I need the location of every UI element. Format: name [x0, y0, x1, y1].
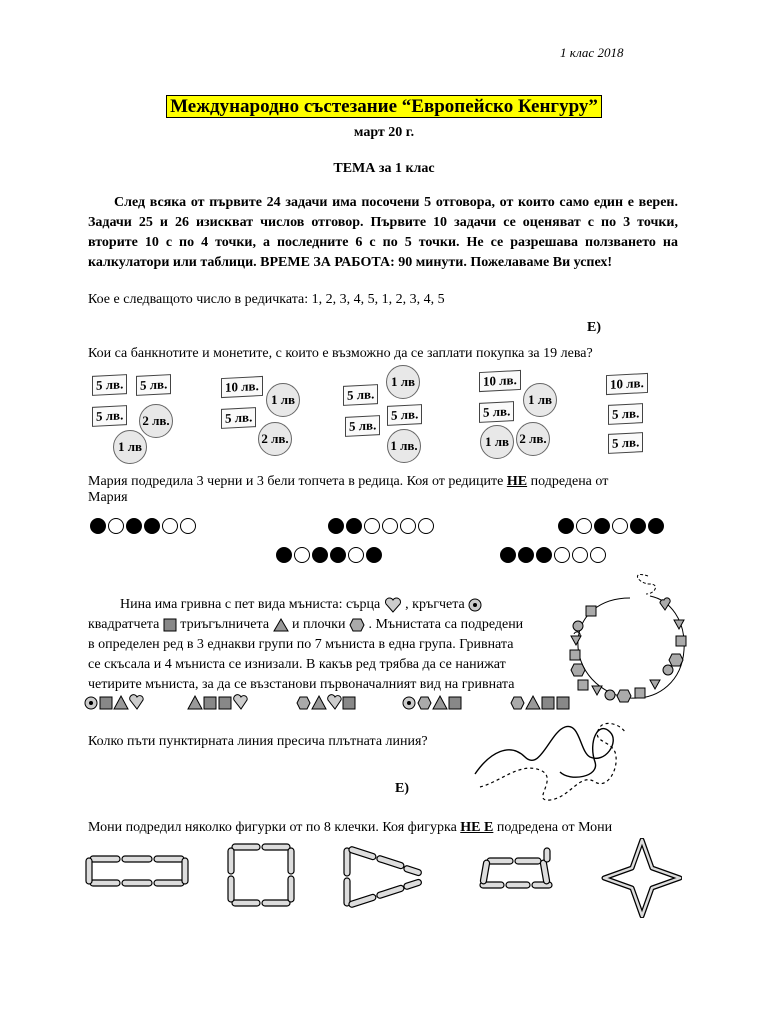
question-4-line-2: квадратчета триъгълничета и плочки . Мънистата са подредени: [88, 617, 524, 632]
question-1-option-e: E): [587, 320, 601, 335]
black-ball: [536, 547, 552, 563]
question-4-line-5: четирите мъниста, за да се възстанови първоначалният вид на гривната: [88, 677, 515, 692]
square-bead-icon: [163, 618, 177, 632]
bead-option-c: [297, 695, 355, 709]
black-ball: [346, 518, 362, 534]
crossing-lines-illustration: [470, 712, 630, 812]
page-title: Международно състезание “Европейско Кенгуру”: [0, 96, 768, 118]
black-ball: [90, 518, 106, 534]
bead-option-b: [188, 695, 247, 709]
question-5-text: Колко пъти пунктирната линия пресича плътната линия?: [88, 734, 428, 749]
banknote: 10 лв.: [606, 373, 648, 395]
black-ball: [500, 547, 516, 563]
banknote: 10 лв.: [221, 376, 263, 398]
coin: 1 лв: [113, 430, 147, 464]
ball-row: [276, 547, 384, 563]
stick-figure-d: [480, 848, 552, 888]
coin: 2 лв.: [258, 422, 292, 456]
banknote: 5 лв.: [92, 374, 127, 396]
instructions-paragraph: След всяка от първите 24 задачи има посочени 5 отговора, от които само един е верен. Задачи 25 и 26 изискват числов отговор. Първите 10 задачи се оценяват с по 3 точки, вторите 10 с по 4 точки, а последните 6 с по 5 точки. Не се разрешава ползването на калкулатори или таблици. ВРЕМЕ ЗА РАБОТА: 90 минути. Пожелаваме Ви успех!: [88, 195, 678, 270]
question-1-text: Кое е следващото число в редичката: 1, 2, 3, 4, 5, 1, 2, 3, 4, 5: [88, 292, 445, 307]
banknote: 5 лв.: [479, 401, 514, 423]
white-ball: [382, 518, 398, 534]
coin: 1 лв: [386, 365, 420, 399]
banknote: 5 лв.: [92, 405, 127, 427]
banknote: 5 лв.: [387, 404, 422, 426]
banknote: 5 лв.: [608, 403, 643, 425]
stick-figures: [82, 838, 682, 918]
black-ball: [328, 518, 344, 534]
question-3-text: Мария подредила 3 черни и 3 бели топчета в редица. Коя от редиците НЕ подредена от Мария: [88, 474, 609, 505]
hexagon-bead-icon: [349, 618, 365, 632]
question-4-line-3: в определен ред в 3 еднакви групи по 7 мъниста в една група. Гривната: [88, 637, 514, 652]
black-ball: [366, 547, 382, 563]
black-ball: [330, 547, 346, 563]
white-ball: [590, 547, 606, 563]
circle-bead-icon: [468, 598, 482, 612]
black-ball: [144, 518, 160, 534]
banknote: 5 лв.: [608, 432, 643, 454]
question-4-line-4: се скъсала и 4 мъниста се изнизали. В какъв ред трябва да се нанижат: [88, 657, 506, 672]
black-ball: [276, 547, 292, 563]
ball-row: [90, 518, 198, 534]
class-year-label: 1 клас 2018: [560, 45, 624, 60]
banknote: 5 лв.: [343, 384, 378, 406]
bracelet-illustration: [560, 570, 695, 720]
black-ball: [648, 518, 664, 534]
banknote: 5 лв.: [345, 415, 380, 437]
white-ball: [572, 547, 588, 563]
white-ball: [294, 547, 310, 563]
question-2-text: Кои са банкнотите и монетите, с които е възможно да се заплати покупка за 19 лева?: [88, 346, 593, 361]
question-4-line-1: Нина има гривна с пет вида мъниста: сърца , кръгчета: [120, 597, 482, 613]
black-ball: [126, 518, 142, 534]
white-ball: [108, 518, 124, 534]
white-ball: [348, 547, 364, 563]
coin: 1 лв: [523, 383, 557, 417]
stick-figure-b: [228, 844, 294, 906]
banknote: 5 лв.: [136, 374, 171, 396]
banknote: 5 лв.: [221, 407, 256, 429]
white-ball: [180, 518, 196, 534]
ball-row: [328, 518, 436, 534]
white-ball: [364, 518, 380, 534]
bead-option-d: [403, 696, 461, 709]
white-ball: [418, 518, 434, 534]
black-ball: [312, 547, 328, 563]
stick-figure-e: [604, 840, 680, 916]
coin: 2 лв.: [139, 404, 173, 438]
stick-figure-c: [344, 846, 422, 908]
triangle-bead-icon: [273, 618, 289, 632]
white-ball: [576, 518, 592, 534]
coin: 2 лв.: [516, 422, 550, 456]
black-ball: [594, 518, 610, 534]
white-ball: [162, 518, 178, 534]
question-6-text: Мони подредил няколко фигурки от по 8 клечки. Коя фигурка НЕ Е подредена от Мони: [88, 820, 613, 835]
black-ball: [558, 518, 574, 534]
black-ball: [518, 547, 534, 563]
bead-option-a: [85, 695, 143, 709]
date-line: март 20 г.: [353, 125, 415, 140]
black-ball: [630, 518, 646, 534]
ball-row: [500, 547, 608, 563]
stick-figure-a: [86, 856, 188, 886]
coin: 1 лв.: [387, 429, 421, 463]
coin: 1 лв: [480, 425, 514, 459]
white-ball: [612, 518, 628, 534]
banknote: 10 лв.: [479, 370, 521, 392]
ball-row: [558, 518, 666, 534]
coin: 1 лв: [266, 383, 300, 417]
theme-heading: ТЕМА за 1 клас: [333, 161, 435, 176]
white-ball: [400, 518, 416, 534]
question-5-option-e: E): [395, 781, 409, 796]
heart-bead-icon: [384, 597, 402, 613]
white-ball: [554, 547, 570, 563]
